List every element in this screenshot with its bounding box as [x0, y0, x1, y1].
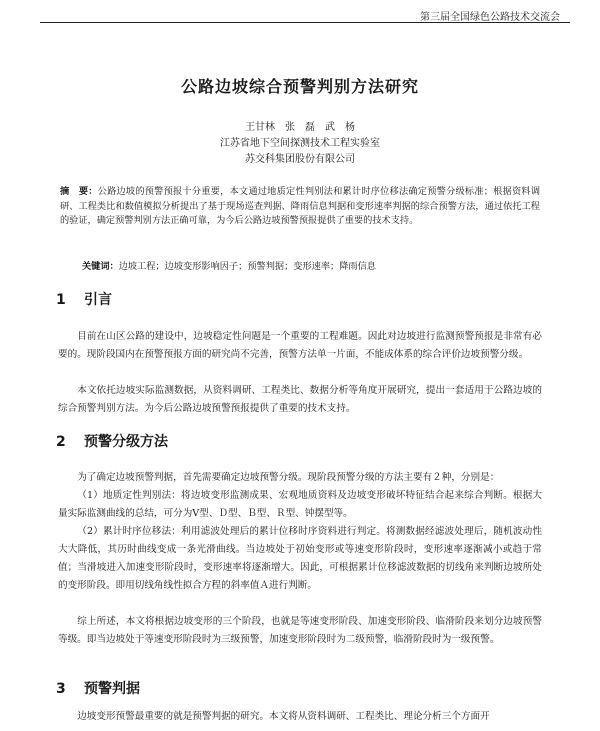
- header-rule: [40, 22, 570, 23]
- paragraph: （2）累计时序位移法：利用滤波处理后的累计位移时序资料进行判定。将测数据经滤波处理后，随机波动性大大降低，其历时曲线变成一条光滑曲线。当边坡处于初始变形或等速变形阶段时，变形速率逐渐减小或趋于常值；当滑坡进入加速变形阶段时，变形速率将逐渐增大。因此，可根据累计位移滤波数据的切线角来判断边坡所处的变形阶段。即用切线角线性拟合方程的斜率值Ａ进行判断。: [58, 526, 542, 591]
- keywords-text: 边坡工程；边坡变形影响因子；预警判据；变形速率；降雨信息: [118, 261, 376, 272]
- section-number: 3: [56, 681, 66, 697]
- section-number: 1: [56, 292, 66, 308]
- keywords-label: 关键词：: [82, 261, 119, 272]
- author-block: [0, 120, 600, 168]
- section-heading-3: [56, 678, 140, 698]
- keywords: [82, 258, 540, 272]
- paragraph: 边坡变形预警最重要的就是预警判据的研究。本文将从资料调研、工程类比、理论分析三个方面开: [77, 711, 490, 722]
- author-names: 王甘林 张 磊 武 杨: [245, 122, 355, 133]
- section-number: 2: [56, 434, 66, 450]
- section-heading-2: [56, 431, 168, 451]
- paragraph: 综上所述，本文将根据边坡变形的三个阶段，也就是等速变形阶段、加速变形阶段、临滑阶段来划分边坡预警等级。即当边坡处于等速变形阶段时为三级预警，加速变形阶段时为二级预警，临滑阶段时为一级预警。: [58, 616, 542, 645]
- paragraph: 本文依托边坡实际监测数据，从资料调研、工程类比、数据分析等角度开展研究，提出一套适用于公路边坡的综合预警判别方法。为今后公路边坡预警预报提供了重要的技术支持。: [58, 385, 542, 414]
- section-title: 预警判据: [84, 681, 140, 697]
- section-title: 预警分级方法: [84, 434, 168, 450]
- running-head: 第三届全国绿色公路技术交流会: [420, 12, 560, 23]
- paragraph: （1）地质定性判别法：将边坡变形监测成果、宏观地质资料及边坡变形破坏特征结合起来综合判断。根据大量实际监测曲线的总结，可分为Ⅴ型、Ｄ型、Ｂ型、Ｒ型、钟摆型等。: [58, 490, 542, 519]
- paragraph: 为了确定边坡预警判据，首先需要确定边坡预警分级。现阶段预警分级的方法主要有２种，分别是：: [77, 472, 500, 483]
- section-heading-1: [56, 289, 112, 309]
- abstract-label: 摘 要：: [60, 186, 98, 197]
- abstract-text: 公路边坡的预警预报十分重要，本文通过地质定性判别法和累计时序位移法确定预警分级标准；根据资料调研、工程类比和数值模拟分析提出了基于现场巡查判据、降雨信息判据和变形速率判据的综合预警方法，通过依托工程的验证，确定预警判别方法正确可靠，为今后公路边坡预警预报提供了重要的技术支持。: [60, 186, 541, 226]
- affiliation-2: 苏交科集团股份有限公司: [245, 154, 355, 165]
- section-title: 引言: [84, 292, 112, 308]
- abstract: [60, 185, 540, 229]
- paper-title: 公路边坡综合预警判别方法研究: [180, 77, 419, 96]
- affiliation-1: 江苏省地下空间探测技术工程实验室: [220, 138, 380, 149]
- paragraph: 目前在山区公路的建设中，边坡稳定性问题是一个重要的工程难题。因此对边坡进行监测预警预报是非常有必要的。现阶段国内在预警预报方面的研究尚不完善，预警方法单一片面，不能成体系的综合评价边坡预警分级。: [58, 331, 542, 360]
